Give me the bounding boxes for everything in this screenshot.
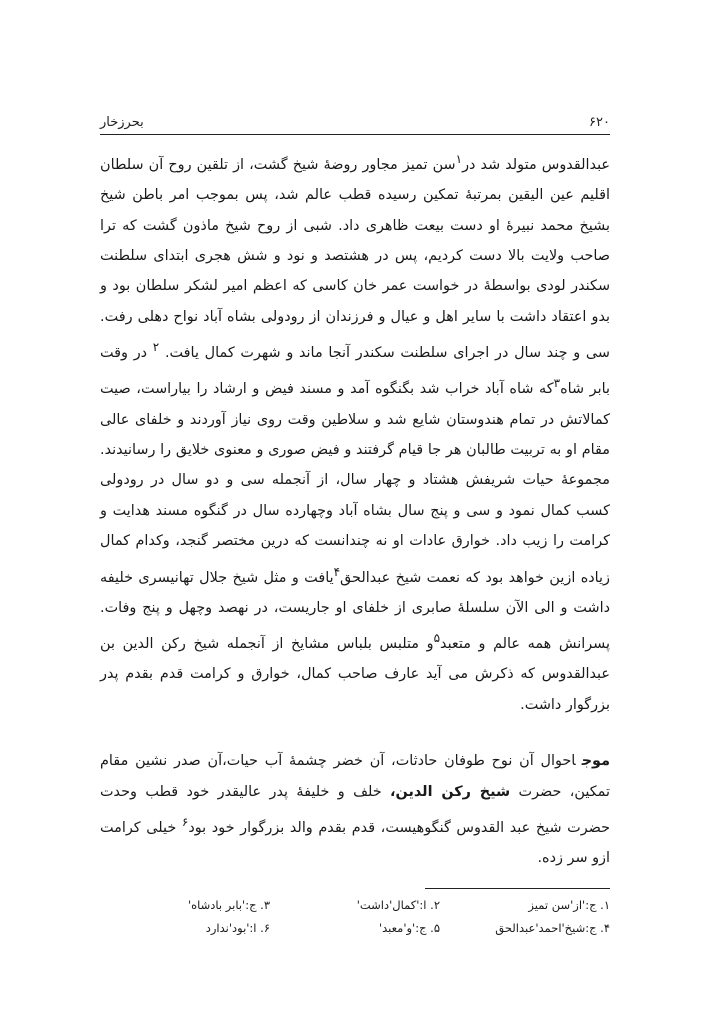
footnotes bbox=[100, 896, 610, 938]
footnote-ref-2: ۲ bbox=[152, 340, 160, 355]
footnote-1: ۱. ج:'از'سن تمیز bbox=[528, 898, 610, 912]
page-number: ۶۲۰ bbox=[589, 115, 610, 130]
footnote-4: ۴. ج:شیخ'احمد'عبدالحق bbox=[495, 921, 610, 935]
section-lead-word: موج bbox=[581, 753, 610, 770]
footnote-2: ۲. ا:'کمال'داشت' bbox=[356, 898, 440, 912]
paragraph-1: عبدالقدوس متولد شد در$^۱$سن تمیز مجاور روضهٔ شیخ گشت، از تلقین روح آن سلطان اقلیم عین الیقین بمرتبهٔ تمکین رسیده قطب عالم شد، پس بموجب امر باطن شیخ بشیخ محمد نبیرهٔ او دست بیعت ظاهری داد. شبی از روح شیخ ماذون گشت که ترا صاحب ولایت بالا دست کردیم، پس در هشتصد و نود و شش هجری ابتدای سلطنت سکندر لودی بواسطهٔ در خواست عمر خان کاسی که اعظم امیر لشکر سلطان بود و بدو اعتقاد داشت با سایر اهل و عیال و فرزندان از رودولی بشاه آباد نواح دهلی رفت. سی و چند سال در اجرای سلطنت سکندر آنجا ماند و شهرت کمال یافت. $^۲$ در وقت بابر شاه$^۳$که شاه آباد خراب شد بگنگوه آمد و مسند فیض و ارشاد را بیاراست، صیت کمالاتش در تمام هندوستان شایع شد و سلاطین وقت روی نیاز آوردند و خلفای عالی مقام او به تربیت طالبان هر جا قیام گرفتند و فیض صوری و معنوی خلایق را رسانیدند. مجموعهٔ حیات شریفش هشتاد و چهار سال، از آنجمله سی و دو سال در رودولی کسب کمال نمود و سی و پنج سال بشاه آباد وچهارده سال در گنگوه مسند هدایت و کرامت را زیب داد. خوارق عادات او نه چندانست که درین مختصر گنجد، وکدام کمال زیاده ازین خواهد بود که نعمت شیخ عبدالحق$^۴$یافت و مثل شیخ جلال تهانیسری خلیفه داشت و الی الآن سلسلهٔ صابری از خلفای او جاریست، در نهصد وچهل و پنج وفات. پسرانش همه عالم و متعبد$^۵$و متلبس بلباس مشایخ از آنجمله شیخ رکن الدین بن عبدالقدوس که ذکرش می آید عارف صاحب کمال، خوارق و کرامت قدم بقدم پدر بزرگوار داشت. bbox=[100, 152, 610, 713]
header-rule bbox=[100, 134, 610, 135]
highlighted-name: شیخ رکن الدین، bbox=[390, 783, 511, 800]
footnote-ref-6: ۶ bbox=[181, 815, 189, 830]
footnote-ref-5: ۵ bbox=[433, 631, 441, 646]
running-title: بحرزخار bbox=[100, 115, 144, 130]
footnote-ref-4: ۴ bbox=[333, 564, 341, 579]
running-header bbox=[100, 108, 610, 130]
footnote-5: ۵. ج:'و'معبد' bbox=[378, 921, 440, 935]
paragraph-2: موجاحوال آن نوح طوفان حادثات، آن خضر چشمهٔ آب حیات،آن صدر نشین مقام تمکین، حضرت شیخ رکن الدین، خلف و خلیفهٔ پدر عالیقدر خود قطب وحدت حضرت شیخ عبد القدوس گنگوهیست، قدم بقدم والد بزرگوار خود بود$^۶$ خیلی کرامت ازو سر زده. bbox=[100, 753, 611, 867]
footnote-ref-3: ۳ bbox=[553, 376, 561, 391]
footnote-6: ۶. ا:'بود'ندارد bbox=[205, 921, 270, 935]
footnote-ref-1: ۱ bbox=[455, 152, 463, 166]
main-text bbox=[100, 144, 610, 874]
footnote-rule bbox=[425, 888, 610, 889]
footnote-3: ۳. ج:'بابر بادشاه' bbox=[187, 898, 270, 912]
